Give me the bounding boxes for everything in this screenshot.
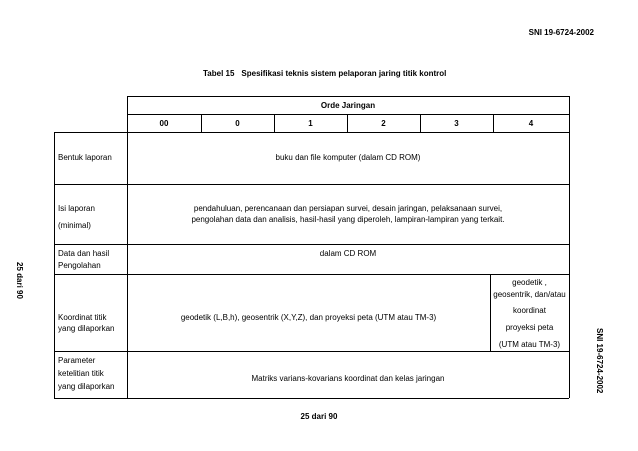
row-label-koordinat-line2: yang dilaporkan <box>58 324 115 333</box>
side-standard-code: SNI 19-6724-2002 <box>595 328 604 394</box>
page-footer-number: 25 dari 90 <box>300 412 338 421</box>
row-label-data-hasil-line1: Data dan hasil <box>58 249 110 258</box>
row-value-koordinat-col4-line5: (UTM atau TM-3) <box>498 340 561 349</box>
row-label-parameter-line3: yang dilaporkan <box>58 382 115 391</box>
side-page-number: 25 dari 90 <box>15 262 24 299</box>
column-header-4: 4 <box>528 119 534 128</box>
table-title <box>203 69 446 78</box>
row-label-parameter-line2: ketelitian titik <box>58 369 104 378</box>
row-label-isi-laporan-minimal: (minimal) <box>58 221 91 230</box>
column-header-0: 0 <box>235 119 240 128</box>
row-value-koordinat-col4-line3: koordinat <box>513 306 546 315</box>
header-orde-jaringan: Orde Jaringan <box>320 101 376 110</box>
row-value-data-hasil: dalam CD ROM <box>319 249 377 258</box>
row-value-isi-laporan-line2: pengolahan data dan analisis, hasil-hasil yang diperoleh, lampiran-lampiran yang terkait. <box>191 215 505 224</box>
row-label-data-hasil-line2: Pengolahan <box>58 261 101 270</box>
column-header-2: 2 <box>381 119 386 128</box>
row-value-parameter: Matriks varians-kovarians koordinat dan kelas jaringan <box>251 374 445 383</box>
table-title-text: Spesifikasi teknis sistem pelaporan jaring titik kontrol <box>241 69 447 78</box>
row-value-koordinat: geodetik (L,B,h), geosentrik (X,Y,Z), dan proyeksi peta (UTM atau TM-3) <box>180 313 437 322</box>
standard-code-header: SNI 19-6724-2002 <box>528 28 594 37</box>
row-value-koordinat-col4-line1: geodetik , <box>512 278 547 287</box>
row-value-isi-laporan-line1: pendahuluan, perencanaan dan persiapan survei, desain jaringan, pelaksanaan survei, <box>193 204 503 213</box>
row-value-koordinat-col4-line2: geosentrik, dan/atau <box>493 290 566 299</box>
row-label-koordinat-line1: Koordinat titik <box>58 313 107 322</box>
row-value-bentuk-laporan: buku dan file komputer (dalam CD ROM) <box>275 153 421 162</box>
column-header-1: 1 <box>308 119 313 128</box>
column-header-00: 00 <box>159 119 169 128</box>
table-number: Tabel 15 <box>203 69 235 78</box>
row-label-bentuk-laporan: Bentuk laporan <box>58 153 112 162</box>
row-label-isi-laporan: Isi laporan <box>58 204 95 213</box>
column-header-3: 3 <box>454 119 459 128</box>
row-label-parameter-line1: Parameter <box>58 356 96 365</box>
row-value-koordinat-col4-line4: proyeksi peta <box>505 323 554 332</box>
